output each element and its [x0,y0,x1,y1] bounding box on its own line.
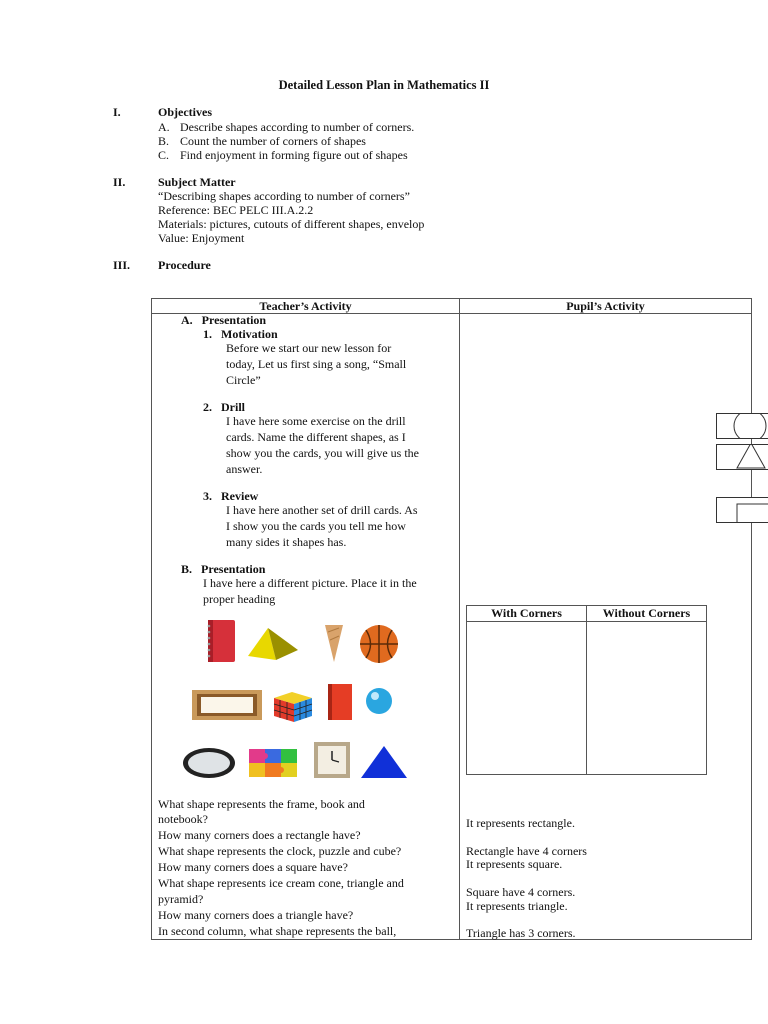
circle-shape-icon [717,414,768,438]
ball-image [364,686,394,716]
rubiks-cube-image [270,688,316,724]
drill-card-circle [716,413,768,439]
objective-letter: C. [158,148,170,162]
presentation-b-heading: B. Presentation [181,562,266,576]
drill-line: answer. [226,462,263,476]
answer-line: It represents rectangle. [466,816,575,830]
triangle-shape-icon [717,445,768,469]
answer-line: Square have 4 corners. [466,885,576,899]
question-line: What shape represents the clock, puzzle and cube? [158,844,402,858]
puzzle-image [247,746,303,780]
question-line: How many corners does a triangle have? [158,908,354,922]
without-corners-header: Without Corners [587,606,706,622]
drill-card-square [716,497,768,523]
subject-line: “Describing shapes according to number of corners” [158,189,410,203]
drill-card-triangle [716,444,768,470]
section-heading-procedure: Procedure [158,258,211,272]
answer-line: Rectangle have 4 corners [466,844,587,858]
pyramid-image [246,626,300,662]
subject-line: Value: Enjoyment [158,231,245,245]
subject-line: Materials: pictures, cutouts of different shapes, envelop [158,217,425,231]
question-line: What shape represents the frame, book and [158,797,365,811]
section-heading-subject: Subject Matter [158,175,236,189]
mirror-image [181,746,237,780]
pupil-activity-header: Pupil’s Activity [460,299,752,314]
question-line: What shape represents ice cream cone, triangle and [158,876,404,890]
answer-line: It represents square. [466,857,563,871]
objective-text: Find enjoyment in forming figure out of shapes [180,148,408,162]
ice-cream-cone-image [323,622,345,664]
presentation-b-line: proper heading [203,592,276,606]
answer-line: Triangle has 3 corners. [466,926,576,940]
square-shape-icon [717,498,768,522]
question-line: pyramid? [158,892,204,906]
subject-line: Reference: BEC PELC III.A.2.2 [158,203,314,217]
objective-letter: B. [158,134,170,148]
section-number-procedure: III. [113,258,131,272]
motivation-line: Circle” [226,373,261,387]
drill-line: I have here some exercise on the drill [226,414,406,428]
objective-text: Count the number of corners of shapes [180,134,366,148]
sorting-table [466,605,707,775]
review-line: I show you the cards you tell me how [226,519,406,533]
objective-item [158,134,366,149]
section-number-objectives: I. [113,105,121,119]
review-line: many sides it shapes has. [226,535,347,549]
section-heading-objectives: Objectives [158,105,212,119]
review-line: I have here another set of drill cards. As [226,503,418,517]
teacher-activity-header: Teacher’s Activity [152,299,460,314]
basketball-image [357,624,403,664]
objective-item [158,120,414,135]
answer-line: It represents triangle. [466,899,568,913]
presentation-a-heading: A. Presentation [181,313,267,327]
presentation-b-line: I have here a different picture. Place it in the [203,576,417,590]
motivation-heading: 1. Motivation [203,327,278,341]
document-title: Detailed Lesson Plan in Mathematics II [278,78,490,92]
with-corners-header: With Corners [467,606,586,622]
drill-line: show you the cards, you will give us the [226,446,419,460]
objective-item [158,148,408,163]
sorting-table-divider [586,606,587,774]
motivation-line: today, Let us first sing a song, “Small [226,357,407,371]
question-line: How many corners does a square have? [158,860,348,874]
drill-heading: 2. Drill [203,400,245,414]
section-number-subject: II. [113,175,126,189]
drill-line: cards. Name the different shapes, as I [226,430,406,444]
clock-image [312,740,352,780]
objective-text: Describe shapes according to number of corners. [180,120,415,134]
notebook-image [205,618,237,664]
question-line: How many corners does a rectangle have? [158,828,361,842]
book-image [325,682,355,722]
objective-letter: A. [158,120,170,134]
question-line: In second column, what shape represents the ball, [158,924,397,938]
triangle-image [359,744,409,780]
question-line: notebook? [158,812,208,826]
motivation-line: Before we start our new lesson for [226,341,392,355]
picture-frame-image [191,689,263,721]
review-heading: 3. Review [203,489,259,503]
